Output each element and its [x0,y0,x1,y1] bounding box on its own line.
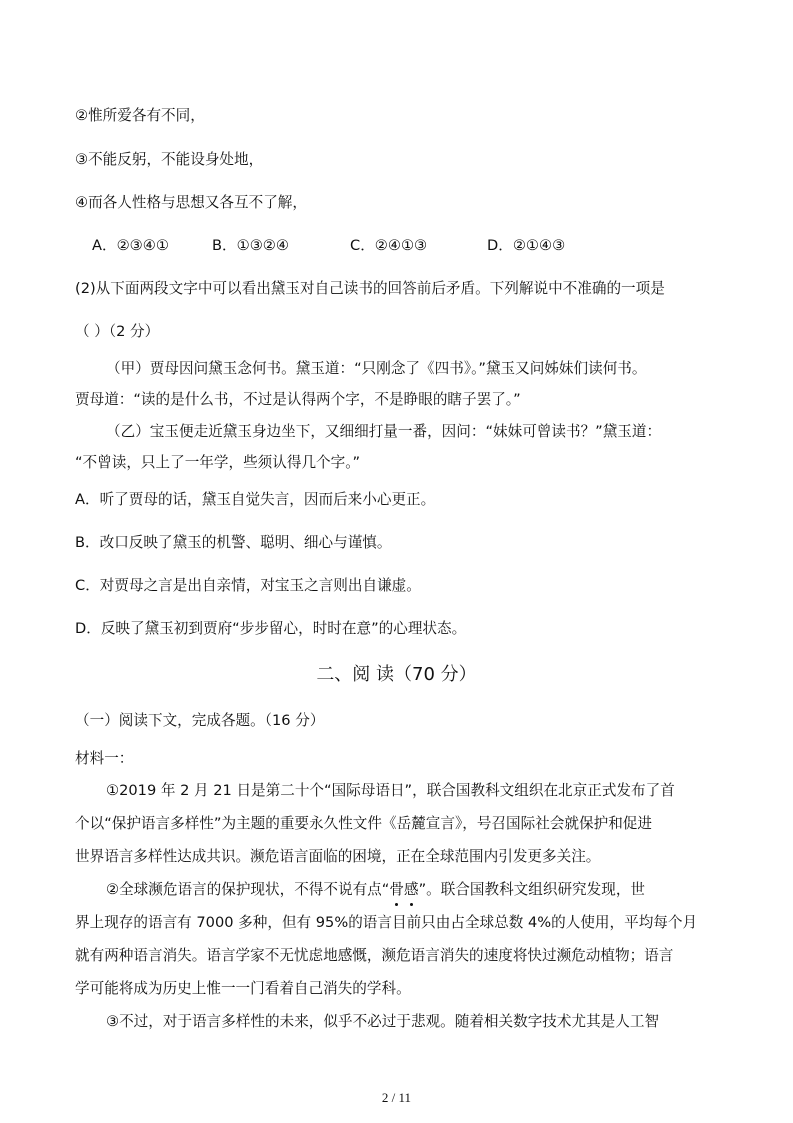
emphasis-char-2: 感 [403,881,419,898]
page-number: 2 / 11 [381,1090,412,1105]
passage-jia-line2: 贾母道：“读的是什么书，不过是认得两个字，不是睁眼的瞎子罢了。” [75,391,521,408]
q1-option-c: C．②④①③ [350,237,428,254]
question-2: (2)从下面两段文字中可以看出黛玉对自己读书的回答前后矛盾。下列解说中不准确的一项是 [75,280,665,297]
q2-option-d: D．反映了黛玉初到贾府“步步留心，时时在意”的心理状态。 [75,620,467,637]
subsection-title: （一）阅读下文，完成各题。（16 分） [75,712,325,729]
material-para1-line3: 世界语言多样性达成共识。濒危语言面临的困境，正在全球范围内引发更多关注。 [75,848,601,865]
material-para2-line4: 学可能将成为历史上惟一一门看着自己消失的学科。 [75,980,411,997]
material-para2-line3: 就有两种语言消失。语言学家不无忧虑地感慨，濒危语言消失的速度将快过濒危动植物；语言 [75,947,674,964]
sentence-4: ④而各人性格与思想又各互不了解， [75,194,307,211]
material-para3-line1: ③不过，对于语言多样性的未来，似乎不必过于悲观。随着相关数字技术尤其是人工智 [106,1013,660,1030]
emphasis-char-1: 骨 [389,881,404,898]
q1-option-d: D．②①④③ [487,237,566,254]
material-label: 材料一： [75,750,134,767]
material-para2-line2: 界上现存的语言有 7000 多种，但有 95%的语言目前只由占全球总数 4%的人使用，平均每个月 [75,914,698,931]
question-2-score: （ ）（2 分） [75,323,160,340]
para2-text-end: ”。联合国教科文组织研究发现，世 [418,881,646,898]
passage-yi-line2: “不曾读，只上了一年学，些须认得几个字。” [75,454,361,471]
q2-option-b: B．改口反映了黛玉的机警、聪明、细心与谨慎。 [75,534,392,551]
passage-yi-line1: （乙）宝玉便走近黛玉身边坐下，又细细打量一番，因问：“妹妹可曾读书？”黛玉道： [106,423,662,440]
q2-option-a: A．听了贾母的话，黛玉自觉失言，因而后来小心更正。 [75,491,436,508]
material-para1-line2: 个以“保护语言多样性”为主题的重要永久性文件《岳麓宣言》，号召国际社会就保护和促进 [75,815,652,832]
q2-option-c: C．对贾母之言是出自亲情，对宝玉之言则出自谦虚。 [75,577,421,594]
section-heading: 二、阅 读（70 分） [316,664,477,685]
q1-option-a: A．②③④① [92,237,169,254]
para2-text-start: ②全球濒危语言的保护现状，不得不说有点“ [106,881,390,898]
q1-option-b: B．①③②④ [212,237,289,254]
sentence-3: ③不能反躬，不能设身处地， [75,151,264,168]
material-para1-line1: ①2019 年 2 月 21 日是第二十个“国际母语日”，联合国教科文组织在北京正式发布了首 [106,782,675,799]
sentence-2: ②惟所爱各有不同， [75,107,205,124]
material-para2-line1 [106,880,645,900]
passage-jia-line1: （甲）贾母因问黛玉念何书。黛玉道：“只刚念了《四书》。”黛玉又问姊妹们读何书。 [106,360,647,377]
